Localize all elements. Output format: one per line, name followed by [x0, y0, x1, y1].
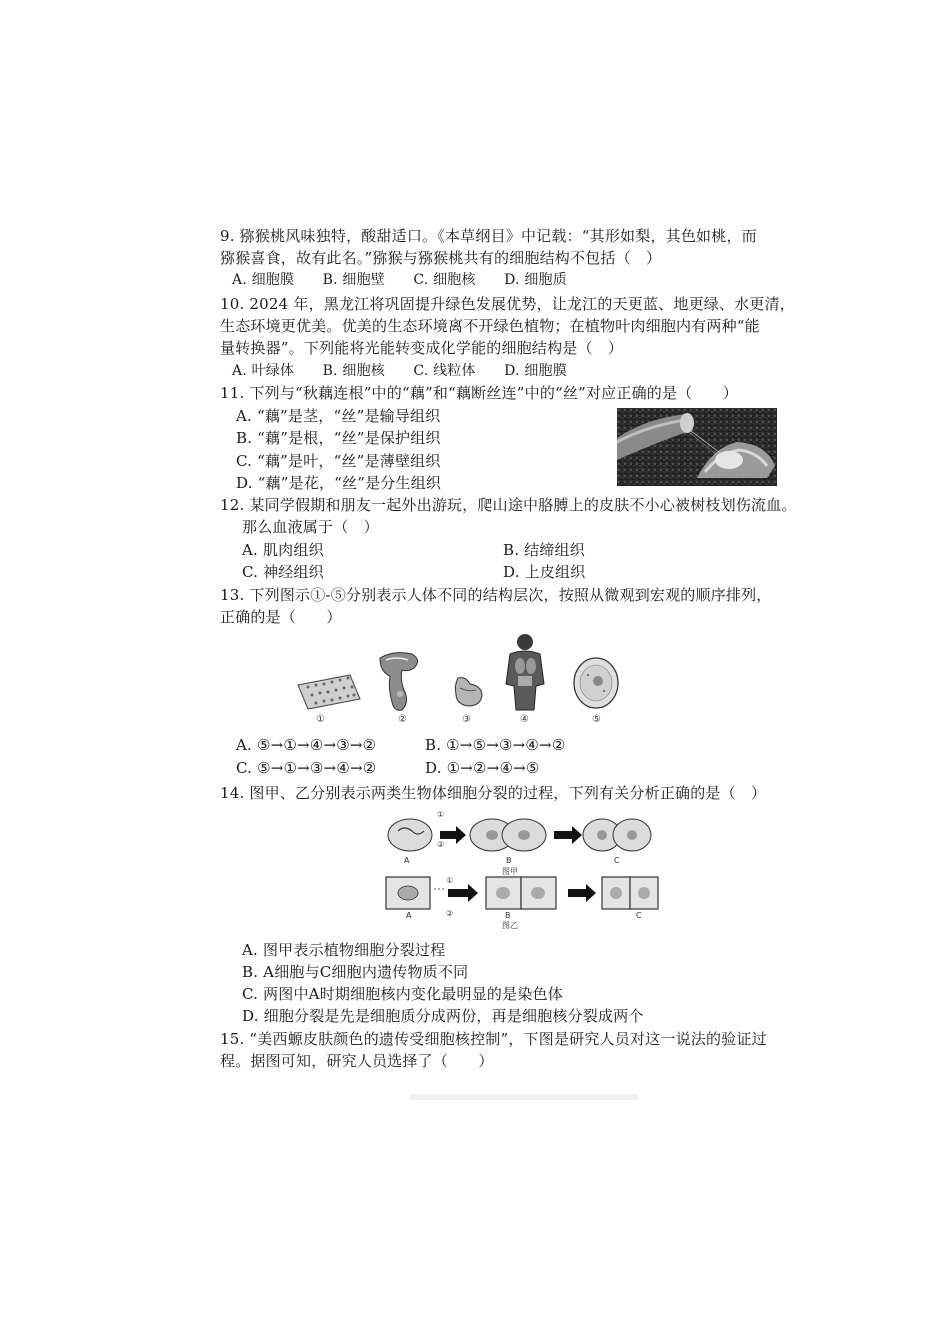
q14-figure-jia-caption: 图甲 — [502, 867, 518, 876]
q14-option-a: A. 图甲表示植物细胞分裂过程 — [242, 941, 446, 959]
q10-stem-line3: 量转换器”。下列能将光能转变成化学能的细胞结构是（ ） — [220, 339, 624, 357]
q14-option-b: B. A细胞与C细胞内遗传物质不同 — [242, 963, 469, 981]
stomach-organ-figure — [448, 674, 488, 710]
q12-stem-line1: 12. 某同学假期和朋友一起外出游玩，爬山途中胳膊上的皮肤不小心被树枝划伤流血。 — [220, 496, 797, 514]
q12-option-d: D. 上皮组织 — [503, 563, 586, 581]
q11-option-b: B. “藕”是根，“丝”是保护组织 — [236, 429, 441, 447]
q15-stem-line1: 15. “美西螈皮肤颜色的遗传受细胞核控制”，下图是研究人员对这一说法的验证过 — [220, 1030, 767, 1048]
q14-jia-marker-1: ① — [437, 810, 445, 819]
q12-option-b: B. 结缔组织 — [503, 541, 585, 559]
q14-jia-label-b: B — [506, 856, 512, 865]
q11-stem: 11. 下列与“秋藕连根”中的“藕”和“藕断丝连”中的“丝”对应正确的是（ ） — [220, 384, 738, 402]
q13-option-b: B. ①→⑤→③→④→② — [425, 736, 566, 754]
q12-stem-line2: 那么血液属于（ ） — [242, 518, 379, 536]
figure-jia-animal-cell-division — [382, 813, 652, 863]
q15-stem-line2: 程。据图可知，研究人员选择了（ ） — [220, 1052, 494, 1070]
q12-option-c: C. 神经组织 — [242, 563, 324, 581]
q13-label-1: ① — [316, 714, 325, 725]
q14-stem: 14. 图甲、乙分别表示两类生物体细胞分裂的过程，下列有关分析正确的是（ ） — [220, 784, 767, 802]
q13-label-4: ④ — [520, 714, 529, 725]
figure-yi-plant-cell-division — [382, 873, 662, 917]
q11-option-c: C. “藕”是叶，“丝”是薄壁组织 — [236, 452, 441, 470]
q14-yi-label-b: B — [505, 911, 511, 920]
epithelial-tissue-figure — [294, 665, 364, 711]
q14-option-d: D. 细胞分裂是先是细胞质分成两份，再是细胞核分裂成两个 — [242, 1007, 644, 1025]
digestive-system-figure — [374, 650, 426, 714]
q14-jia-label-c: C — [614, 856, 620, 865]
q14-yi-marker-2: ② — [446, 909, 454, 918]
q13-label-3: ③ — [462, 714, 471, 725]
q14-jia-marker-2: ② — [437, 840, 445, 849]
q9-stem-line1: 9. 猕猴桃风味独特，酸甜适口。《本草纲目》中记载：“其形如梨，其色如桃，而 — [220, 227, 757, 245]
q10-stem-line1: 10. 2024 年，黑龙江将巩固提升绿色发展优势，让龙江的天更蓝、地更绿、水更清， — [220, 295, 795, 313]
q13-stem-line2: 正确的是（ ） — [220, 608, 342, 626]
q9-options: A. 细胞膜 B. 细胞壁 C. 细胞核 D. 细胞质 — [232, 272, 567, 288]
scan-artifact — [410, 1094, 638, 1100]
q14-yi-marker-1: ① — [446, 876, 454, 885]
q12-option-a: A. 肌肉组织 — [242, 541, 324, 559]
q13-label-5: ⑤ — [592, 714, 601, 725]
q14-yi-label-c: C — [636, 911, 642, 920]
q10-stem-line2: 生态环境更优美。优美的生态环境离不开绿色植物；在植物叶肉细胞内有两种“能 — [220, 317, 760, 335]
q11-option-a: A. “藕”是茎，“丝”是输导组织 — [236, 407, 441, 425]
cell-figure — [570, 655, 622, 711]
q14-yi-label-a: A — [406, 911, 412, 920]
q11-option-d: D. “藕”是花，“丝”是分生组织 — [236, 474, 442, 492]
q13-option-c: C. ⑤→①→③→④→② — [236, 759, 377, 777]
q13-label-2: ② — [398, 714, 407, 725]
q14-figure-yi-caption: 图乙 — [502, 921, 518, 930]
q13-option-d: D. ①→②→④→⑤ — [425, 759, 540, 777]
q13-stem-line1: 13. 下列图示①-⑤分别表示人体不同的结构层次，按照从微观到宏观的顺序排列， — [220, 586, 772, 604]
q13-option-a: A. ⑤→①→④→③→② — [236, 736, 377, 754]
q14-jia-label-a: A — [404, 856, 410, 865]
q10-options: A. 叶绿体 B. 细胞核 C. 线粒体 D. 细胞膜 — [232, 363, 567, 379]
q9-stem-line2: 猕猴喜食，故有此名。”猕猴与猕猴桃共有的细胞结构不包括（ ） — [220, 249, 662, 267]
human-body-figure — [500, 632, 550, 712]
q14-option-c: C. 两图中A时期细胞核内变化最明显的是染色体 — [242, 985, 563, 1003]
lotus-root-photo — [617, 408, 777, 486]
